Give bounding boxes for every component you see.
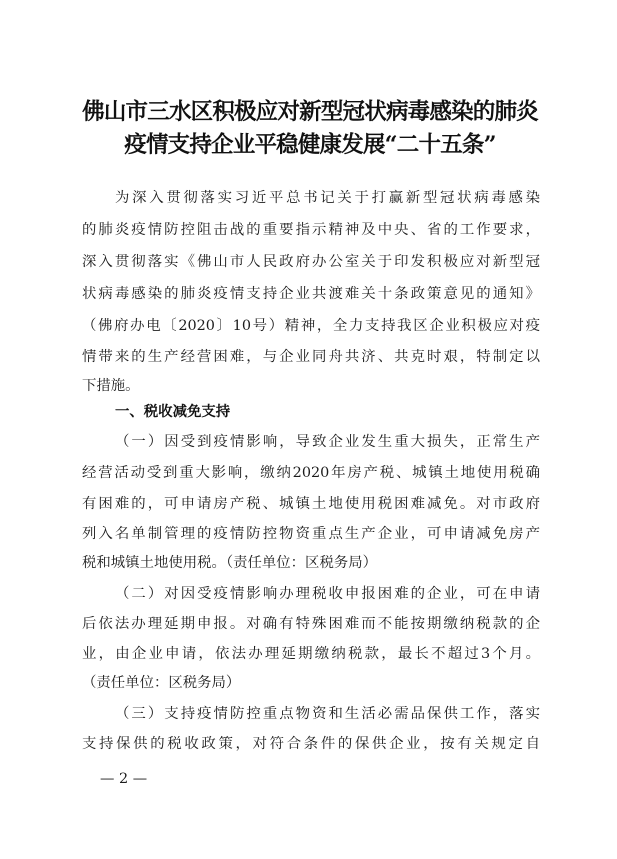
section-heading: 一、税收减免支持 bbox=[115, 404, 231, 420]
document-title-line-1: 佛山市三水区积极应对新型冠状病毒感染的肺炎 bbox=[82, 99, 538, 125]
intro-line: 的肺炎疫情防控阻击战的重要指示精神及中央、省的工作要求， bbox=[82, 222, 540, 238]
item-2-line: 业，由企业申请，依法办理延期缴纳税款，最长不超过3个月。 bbox=[82, 646, 540, 662]
item-1-line: 经营活动受到重大影响，缴纳2020年房产税、城镇土地使用税确 bbox=[82, 465, 540, 481]
item-2-line: 后依法办理延期申报。对确有特殊困难而不能按期缴纳税款的企 bbox=[82, 616, 540, 632]
item-1-line: （一）因受到疫情影响，导致企业发生重大损失，正常生产 bbox=[115, 434, 540, 450]
item-2-line: （责任单位：区税务局） bbox=[82, 675, 241, 691]
intro-line: （佛府办电〔2020〕10号）精神，全力支持我区企业积极应对疫 bbox=[82, 318, 540, 334]
intro-line: 下措施。 bbox=[82, 378, 140, 394]
intro-line: 状病毒感染的肺炎疫情支持企业共渡难关十条政策意见的通知》 bbox=[82, 286, 540, 302]
intro-line: 为深入贯彻落实习近平总书记关于打赢新型冠状病毒感染 bbox=[115, 190, 540, 206]
item-1-line: 列入名单制管理的疫情防控物资重点生产企业，可申请减免房产 bbox=[82, 526, 540, 542]
item-3-line: （三）支持疫情防控重点物资和生活必需品保供工作，落实 bbox=[115, 706, 540, 722]
intro-line: 深入贯彻落实《佛山市人民政府办公室关于印发积极应对新型冠 bbox=[82, 254, 540, 270]
document-title-line-2: 疫情支持企业平稳健康发展“二十五条” bbox=[124, 132, 496, 158]
intro-line: 情带来的生产经营困难，与企业同舟共济、共克时艰，特制定以 bbox=[82, 349, 540, 365]
item-1-line: 税和城镇土地使用税。（责任单位：区税务局） bbox=[82, 555, 378, 571]
page-number: — 2 — bbox=[100, 771, 148, 787]
item-3-line: 支持保供的税收政策，对符合条件的保供企业，按有关规定自 bbox=[82, 736, 540, 752]
item-2-line: （二）对因受疫情影响办理税收申报困难的企业，可在申请 bbox=[115, 586, 540, 602]
item-1-line: 有困难的，可申请房产税、城镇土地使用税困难减免。对市政府 bbox=[82, 496, 540, 512]
